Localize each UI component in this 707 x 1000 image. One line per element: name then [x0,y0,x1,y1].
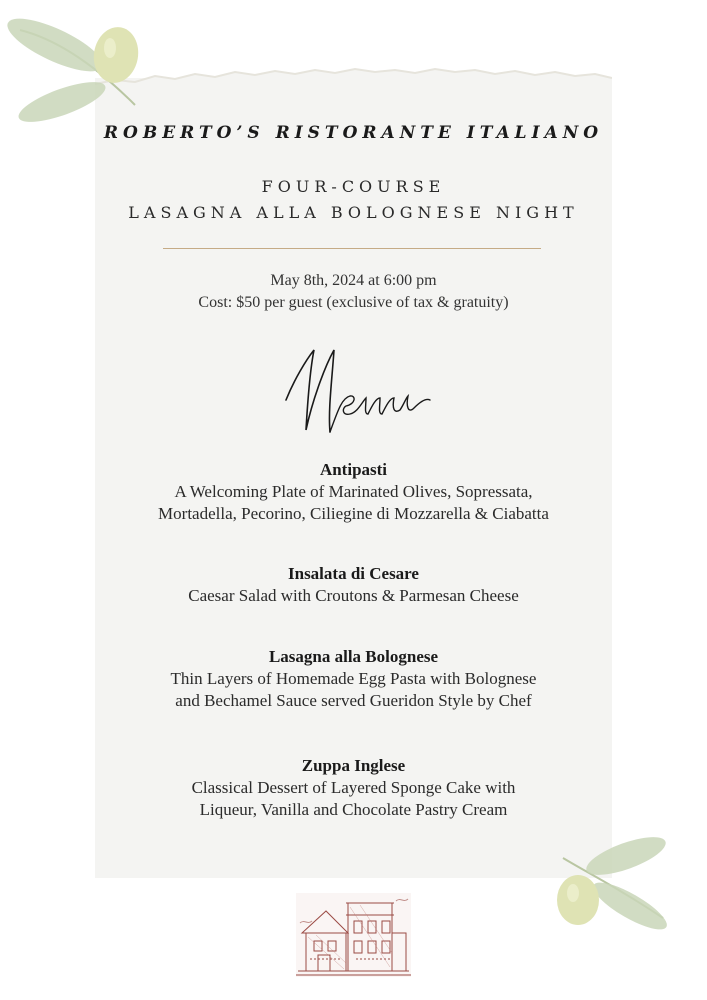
course-description: Caesar Salad with Croutons & Parmesan Cheese [188,586,519,605]
event-cost: Cost: $50 per guest (exclusive of tax & gratuity) [198,294,509,311]
event-title-line-2: LASAGNA ALLA BOLOGNESE NIGHT [128,203,579,222]
course-lasagna [95,646,612,712]
restaurant-building-sketch [296,893,411,977]
course-name: Zuppa Inglese [301,756,406,775]
course-zuppa [95,755,612,821]
restaurant-name: ROBERTO’S RISTORANTE ITALIANO [103,123,604,143]
course-name: Antipasti [319,460,388,479]
event-title-line-1: FOUR-COURSE [261,177,446,196]
course-description: Liqueur, Vanilla and Chocolate Pastry Cream [199,800,508,819]
course-description: and Bechamel Sauce served Gueridon Style by Chef [175,691,532,710]
event-date: May 8th, 2024 at 6:00 pm [270,272,437,289]
olive-branch-icon [0,10,150,125]
course-insalata [95,563,612,607]
torn-paper-edge [95,62,612,92]
menu-heading-text: Menu [280,340,283,341]
course-name: Insalata di Cesare [288,564,419,583]
menu-heading [280,340,440,440]
course-description: Mortadella, Pecorino, Ciliegine di Mozzarella & Ciabatta [158,504,549,523]
course-antipasti [95,459,612,525]
course-description: Classical Dessert of Layered Sponge Cake with [191,778,516,797]
divider [163,248,541,249]
olive-branch-icon [548,828,678,938]
course-description: Thin Layers of Homemade Egg Pasta with Bolognese [170,669,537,688]
course-description: A Welcoming Plate of Marinated Olives, Sopressata, [174,482,533,501]
course-name: Lasagna alla Bolognese [268,647,439,666]
